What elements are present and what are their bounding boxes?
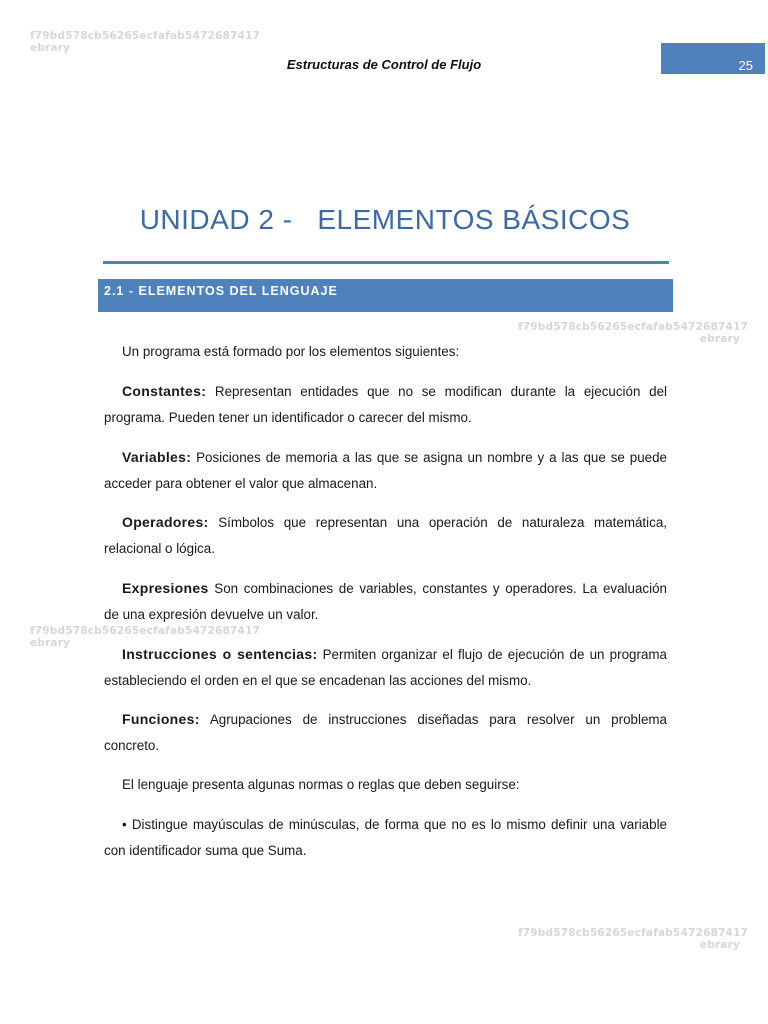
watermark-top-left: [30, 30, 260, 54]
watermark-hash: f79bd578cb56265ecfafab5472687417: [518, 321, 749, 333]
definition-text: Posiciones de memoria a las que se asigna un nombre y a las que se puede acceder para obtener el valor que almacenan.: [104, 450, 667, 491]
definition-term: Variables:: [122, 449, 192, 465]
definition-variables: [104, 444, 667, 497]
definition-term: Constantes:: [122, 383, 207, 399]
definition-operadores: [104, 509, 667, 562]
page-number: 25: [738, 58, 753, 73]
definition-text: Permiten organizar el flujo de ejecución de un programa estableciendo el orden en el que se encadenan las acciones del mismo.: [104, 647, 667, 688]
rules-intro-paragraph: [104, 772, 667, 798]
definition-term: Funciones:: [122, 711, 200, 727]
section-title: 2.1 - ELEMENTOS DEL LENGUAJE: [104, 284, 338, 298]
watermark-hash: f79bd578cb56265ecfafab5472687417: [30, 30, 261, 42]
definition-funciones: [104, 706, 667, 759]
watermark-label: ebrary: [30, 42, 71, 54]
watermark-hash: f79bd578cb56265ecfafab5472687417: [30, 625, 261, 637]
definition-text: Son combinaciones de variables, constantes y operadores. La evaluación de una expresión devuelve un valor.: [104, 581, 667, 622]
definition-term: Instrucciones o sentencias:: [122, 646, 318, 662]
unit-title: UNIDAD 2 - ELEMENTOS BÁSICOS: [139, 204, 631, 235]
bullet-icon: •: [122, 817, 127, 832]
definition-constantes: [104, 378, 667, 431]
definition-text: Agrupaciones de instrucciones diseñadas para resolver un problema concreto.: [104, 712, 668, 753]
definition-instrucciones: [104, 641, 667, 694]
watermark-label: ebrary: [30, 637, 71, 649]
rule-text: Distingue mayúsculas de minúsculas, de forma que no es lo mismo definir una variable con identificador suma que Suma.: [104, 817, 667, 858]
watermark-label: ebrary: [699, 333, 740, 345]
intro-paragraph: [104, 339, 667, 365]
page-number-box: [661, 43, 765, 74]
definition-text: Símbolos que representan una operación de naturaleza matemática, relacional o lógica.: [104, 515, 667, 556]
rule-item: [104, 812, 667, 864]
intro-text: Un programa está formado por los elementos siguientes:: [122, 344, 460, 359]
watermark-label: ebrary: [699, 939, 740, 951]
definition-text: Representan entidades que no se modifican durante la ejecución del programa. Pueden tener un identificador o carecer del mismo.: [104, 384, 667, 425]
definition-expresiones: [104, 575, 667, 628]
watermark-right-lower: [518, 927, 749, 951]
running-header-title: Estructuras de Control de Flujo: [286, 57, 482, 72]
definition-term: Operadores:: [122, 514, 209, 530]
definition-term: Expresiones: [122, 580, 209, 596]
rules-intro-text: El lenguaje presenta algunas normas o reglas que deben seguirse:: [122, 777, 520, 792]
watermark-hash: f79bd578cb56265ecfafab5472687417: [518, 927, 749, 939]
section-heading-band: [98, 279, 673, 312]
title-rule: [103, 261, 669, 264]
